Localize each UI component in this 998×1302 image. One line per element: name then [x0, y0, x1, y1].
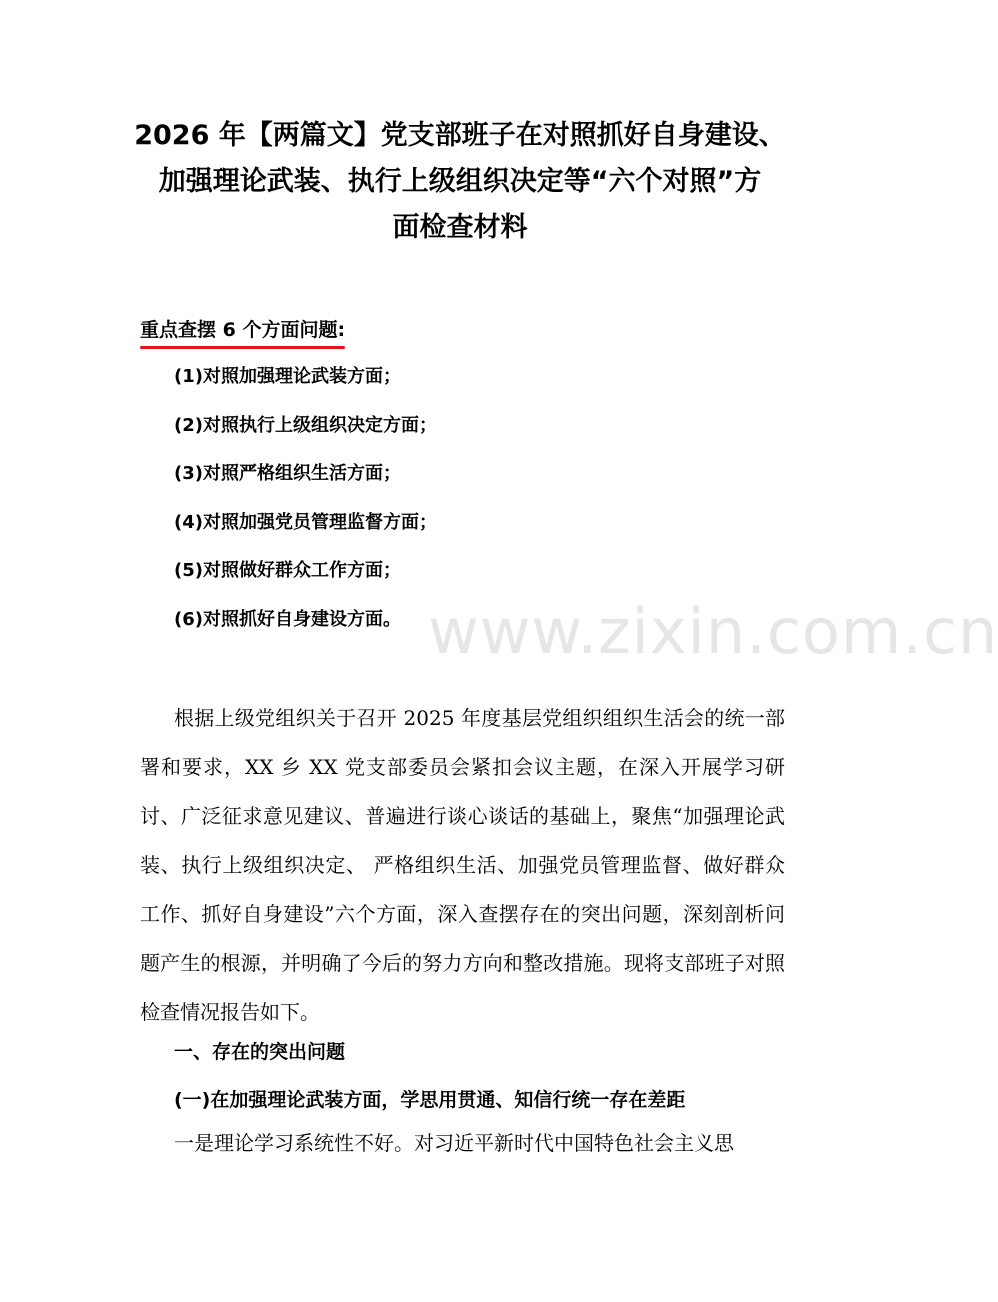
body-paragraph: 根据上级党组织关于召开 2025 年度基层党组织组织生活会的统一部署和要求，XX 乡 XX 党支部委员会紧扣会议主题，在深入开展学习研讨、广泛征求意见建议、普遍进行谈心谈话的基础上，聚焦“加强理论武装、执行上级组织决定、 严格组织生活、加强党员管理监督、做好群众工作、抓好自身建设”六个方面，深入查摆存在的突出问题，深刻剖析问题产生的根源，并明确了今后的努力方向和整改措施。现将支部班子对照检查情况报告如下。 — [140, 706, 785, 1024]
section-heading-text: 重点查摆 6 个方面问题: — [140, 319, 346, 341]
watermark: www.zixin.com.cn — [428, 595, 998, 668]
issue-list — [174, 362, 437, 653]
document-title — [120, 113, 800, 251]
heading-level-2: (一)在加强理论武装方面，学思用贯通、知信行统一存在差距 — [174, 1089, 686, 1111]
list-item: (4)对照加强党员管理监督方面； — [174, 511, 437, 533]
list-item: (3)对照严格组织生活方面； — [174, 463, 401, 484]
title-line-3: 面检查材料 — [392, 212, 528, 243]
list-item: (2)对照执行上级组织决定方面； — [174, 414, 437, 436]
section-heading — [140, 315, 345, 345]
title-line-1: 2026 年【两篇文】党支部班子在对照抓好自身建设、 — [134, 120, 786, 151]
list-item: (5)对照做好群众工作方面； — [174, 560, 401, 581]
red-underline — [140, 346, 345, 349]
title-line-2: 加强理论武装、执行上级组织决定等“六个对照”方 — [158, 166, 762, 197]
body-paragraph: 一是理论学习系统性不好。对习近平新时代中国特色社会主义思 — [174, 1131, 734, 1155]
list-item: (1)对照加强理论武装方面； — [174, 366, 401, 387]
list-item: (6)对照抓好自身建设方面。 — [174, 608, 401, 630]
heading-level-1: 一、存在的突出问题 — [174, 1041, 346, 1063]
